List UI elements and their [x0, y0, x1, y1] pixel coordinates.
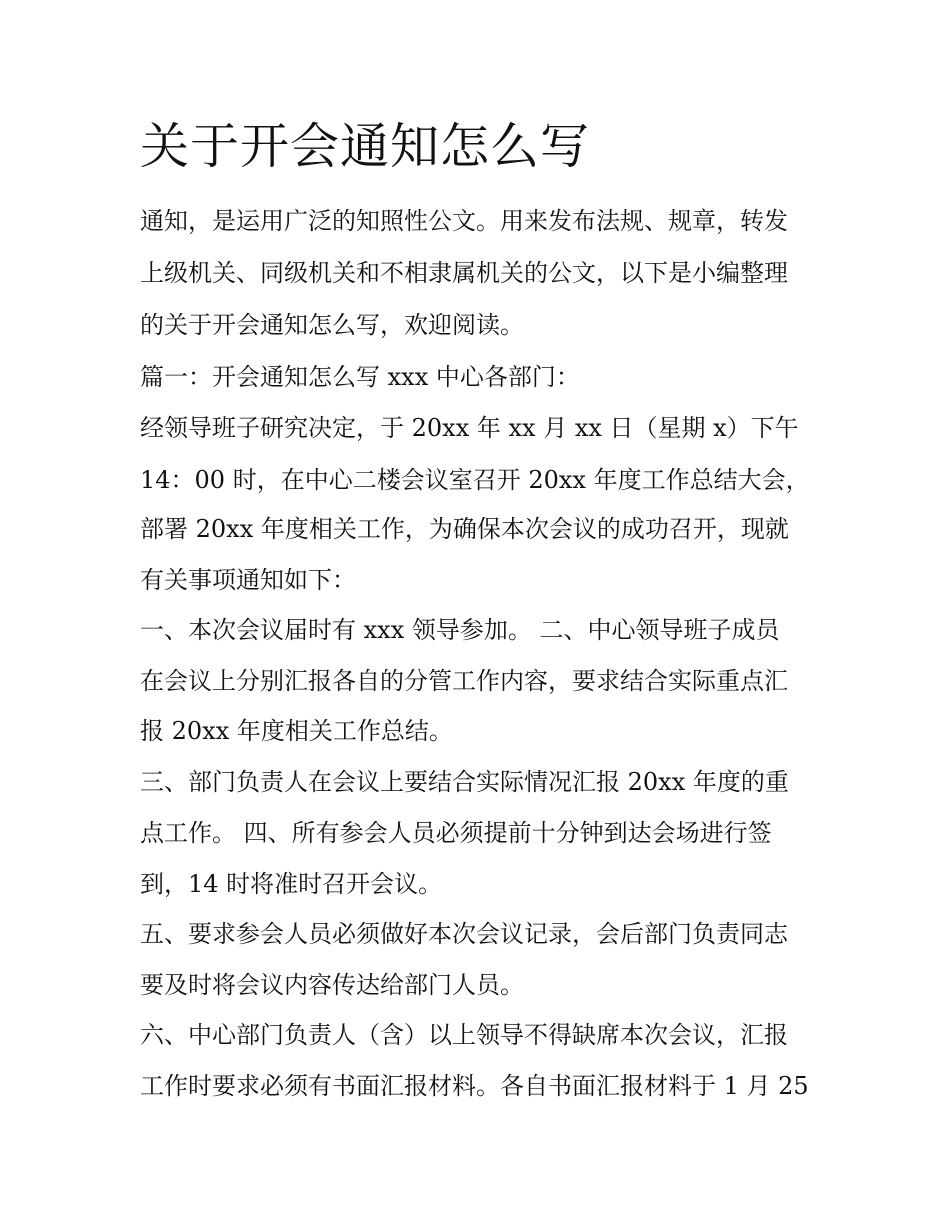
body-line: 通知，是运用广泛的知照性公文。用来发布法规、规章，转发 — [140, 207, 788, 235]
body-line: 有关事项通知如下： — [140, 566, 356, 594]
body-line: 的关于开会通知怎么写，欢迎阅读。 — [140, 311, 524, 339]
body-line: 篇一：开会通知怎么写 xxx 中心各部门： — [140, 363, 580, 391]
body-line: 工作时要求必须有书面汇报材料。各自书面汇报材料于 1 月 25 — [140, 1072, 809, 1100]
body-line: 要及时将会议内容传达给部门人员。 — [140, 971, 524, 999]
body-line: 到，14 时将准时召开会议。 — [140, 870, 443, 898]
body-line: 五、要求参会人员必须做好本次会议记录，会后部门负责同志 — [140, 920, 788, 948]
body-line: 上级机关、同级机关和不相隶属机关的公文，以下是小编整理 — [140, 259, 788, 287]
body-line: 14：00 时，在中心二楼会议室召开 20xx 年度工作总结大会， — [140, 466, 810, 494]
document-title: 关于开会通知怎么写 — [140, 118, 591, 175]
body-line: 部署 20xx 年度相关工作，为确保本次会议的成功召开，现就 — [140, 515, 789, 543]
body-line: 报 20xx 年度相关工作总结。 — [140, 717, 453, 745]
body-line: 经领导班子研究决定，于 20xx 年 xx 月 xx 日（星期 x）下午 — [140, 414, 799, 442]
body-line: 一、本次会议届时有 xxx 领导参加。 二、中心领导班子成员 — [140, 616, 780, 644]
body-line: 点工作。 四、所有参会人员必须提前十分钟到达会场进行签 — [140, 819, 772, 847]
body-line: 三、部门负责人在会议上要结合实际情况汇报 20xx 年度的重 — [140, 768, 789, 796]
body-line: 在会议上分别汇报各自的分管工作内容，要求结合实际重点汇 — [140, 667, 788, 695]
body-line: 六、中心部门负责人（含）以上领导不得缺席本次会议，汇报 — [140, 1021, 788, 1049]
